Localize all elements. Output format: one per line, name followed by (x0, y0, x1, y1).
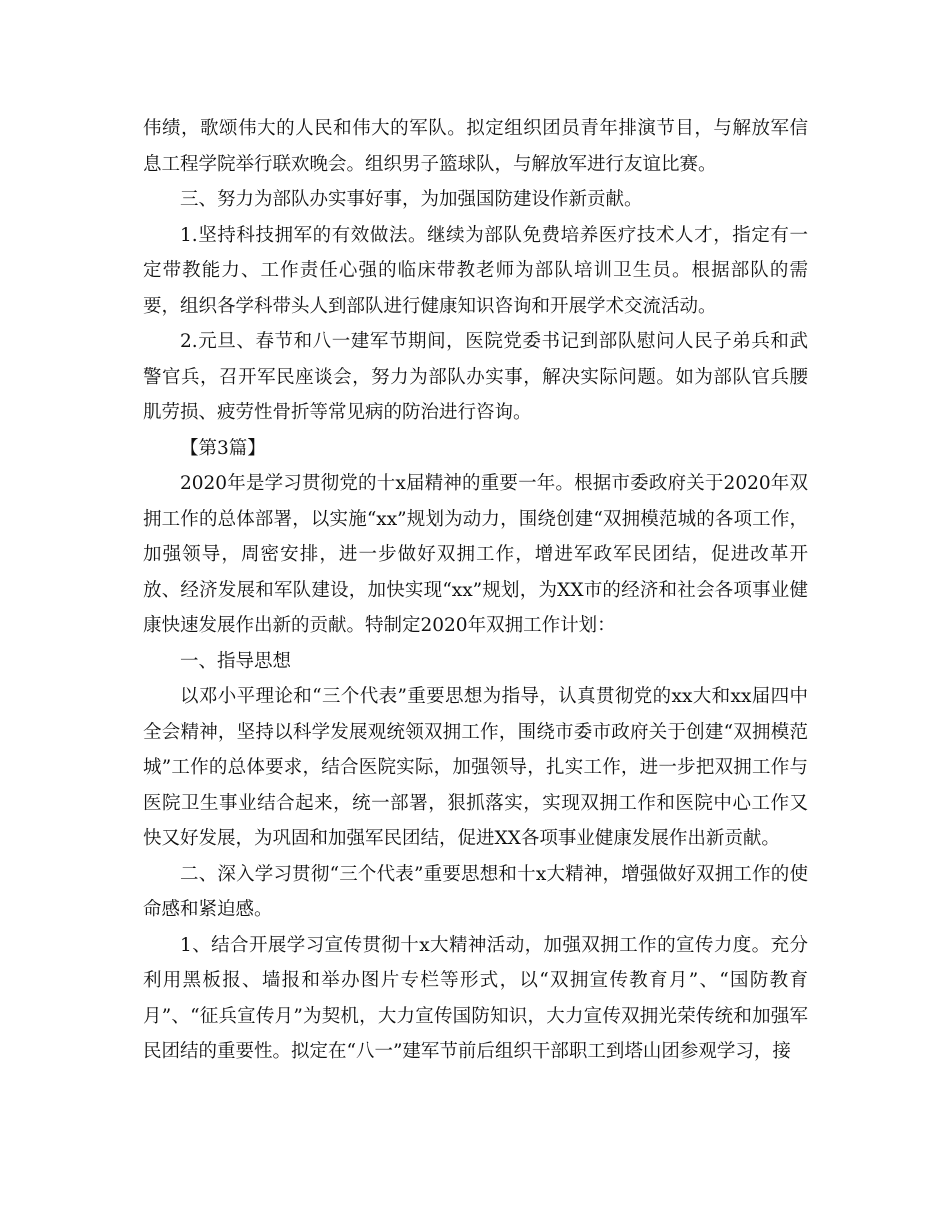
guiding-principles-paragraph: 以邓小平理论和“三个代表”重要思想为指导，认真贯彻党的xx大和xx届四中全会精神，坚持以科学发展观统领双拥工作，围绕市委市政府关于创建“双拥模范城”工作的总体要求，结合医院实际，加强领导，扎实工作，进一步把双拥工作与医院卫生事业结合起来，统一部署，狠抓落实，实现双拥工作和医院中心工作又快又好发展，为巩固和加强军民团结，促进XX各项事业健康发展作出新贡献。 (143, 686, 808, 849)
paragraph-continuation: 伟绩，歌颂伟大的人民和伟大的军队。拟定组织团员青年排演节目，与解放军信息工程学院举行联欢晚会。组织男子篮球队，与解放军进行友谊比赛。 (143, 118, 808, 175)
section-heading-2: 二、深入学习贯彻“三个代表”重要思想和十x大精神，增强做好双拥工作的使命感和紧迫感。 (143, 863, 808, 920)
article-marker: 【第3篇】 (180, 437, 266, 459)
list-item-1: 1.坚持科技拥军的有效做法。继续为部队免费培养医疗技术人才，指定有一定带教能力、工作责任心强的临床带教老师为部队培训卫生员。根据部队的需要，组织各学科带头人到部队进行健康知识咨询和开展学术交流活动。 (143, 224, 808, 317)
section-heading-1: 一、指导思想 (180, 650, 292, 672)
list-item-2: 2.元旦、春节和八一建军节期间，医院党委书记到部队慰问人民子弟兵和武警官兵，召开军民座谈会，努力为部队办实事，解决实际问题。如为部队官兵腰肌劳损、疲劳性骨折等常见病的防治进行咨询。 (143, 331, 808, 423)
list-item-publicity: 1、结合开展学习宣传贯彻十x大精神活动，加强双拥工作的宣传力度。充分利用黑板报、墙报和举办图片专栏等形式，以“双拥宣传教育月”、“国防教育月”、“征兵宣传月”为契机，大力宣传国防知识，大力宣传双拥光荣传统和加强军民团结的重要性。拟定在“八一”建军节前后组织干部职工到塔山团参观学习，接 (143, 934, 808, 1062)
section-heading-3: 三、努力为部队办实事好事，为加强国防建设作新贡献。 (180, 189, 643, 210)
intro-paragraph: 2020年是学习贯彻党的十x届精神的重要一年。根据市委政府关于2020年双拥工作的总体部署，以实施“xx”规划为动力，围绕创建“双拥模范城的各项工作，加强领导，周密安排，进一步做好双拥工作，增进军政军民团结，促进改革开放、经济发展和军队建设，加快实现“xx”规划，为XX市的经济和社会各项事业健康快速发展作出新的贡献。特制定2020年双拥工作计划： (143, 473, 808, 636)
document-body (143, 111, 808, 1070)
